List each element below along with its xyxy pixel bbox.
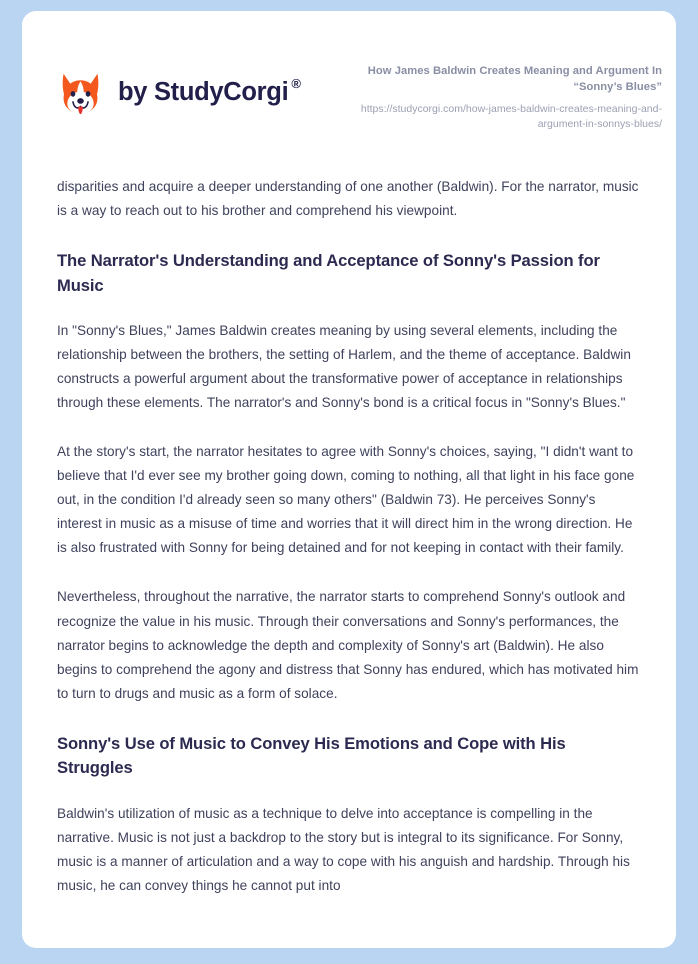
body-paragraph: At the story's start, the narrator hesitates to agree with Sonny's choices, saying, "I didn't want to believe that I'd ever see my brother going down, coming to nothing, all that light in his face gone out, in the condition I'd already seen so many others" (Baldwin 73). He perceives Sonny's interest in music as a misuse of time and worries that it will direct him in the wrong direction. He is also frustrated with Sonny for being detained and for not keeping in contact with their family. [57,444,635,556]
body-paragraph: In "Sonny's Blues," James Baldwin creates meaning by using several elements, including the relationship between the brothers, the setting of Harlem, and the theme of acceptance. Baldwin constructs a powerful argument about the transformative power of acceptance in relationships through these elements. The narrator's and Sonny's bond is a critical focus in "Sonny's Blues." [57,323,631,411]
document-meta [326,62,662,133]
body-paragraph: disparities and acquire a deeper understanding of one another (Baldwin). For the narrator, music is a way to reach out to his brother and comprehend his viewpoint. [57,178,639,218]
brand-logo [57,62,301,116]
section-heading: The Narrator's Understanding and Acceptance of Sonny's Passion for Music [57,250,600,295]
document-sheet [22,11,676,948]
brand-name-label: by StudyCorgi [118,77,289,106]
registered-trademark-icon: ® [291,75,301,91]
article-body [22,175,676,898]
section-heading: Sonny's Use of Music to Convey His Emotions and Cope with His Struggles [57,733,566,778]
document-header [22,11,676,133]
body-paragraph: Baldwin's utilization of music as a technique to delve into acceptance is compelling in the narrative. Music is not just a backdrop to the story but is integral to its significance. For Sonny, music is a manner of articulation and a way to cope with his anguish and hardship. Through his music, he can convey things he cannot put into [57,805,630,893]
source-url[interactable]: https://studycorgi.com/how-james-baldwin-creates-meaning-and-argument-in-sonnys-blues/ [360,102,662,131]
corgi-face-icon [57,69,104,116]
body-paragraph: Nevertheless, throughout the narrative, the narrator starts to comprehend Sonny's outlook and recognize the value in his music. Through their conversations and Sonny's performances, the narrator begins to acknowledge the depth and complexity of Sonny's art (Baldwin). He also begins to comprehend the agony and distress that Sonny has endured, which has motivated him to turn to drugs and music as a form of solace. [57,589,639,701]
brand-name [118,75,301,106]
page-title: How James Baldwin Creates Meaning and Argument In “Sonny’s Blues” [367,65,662,93]
